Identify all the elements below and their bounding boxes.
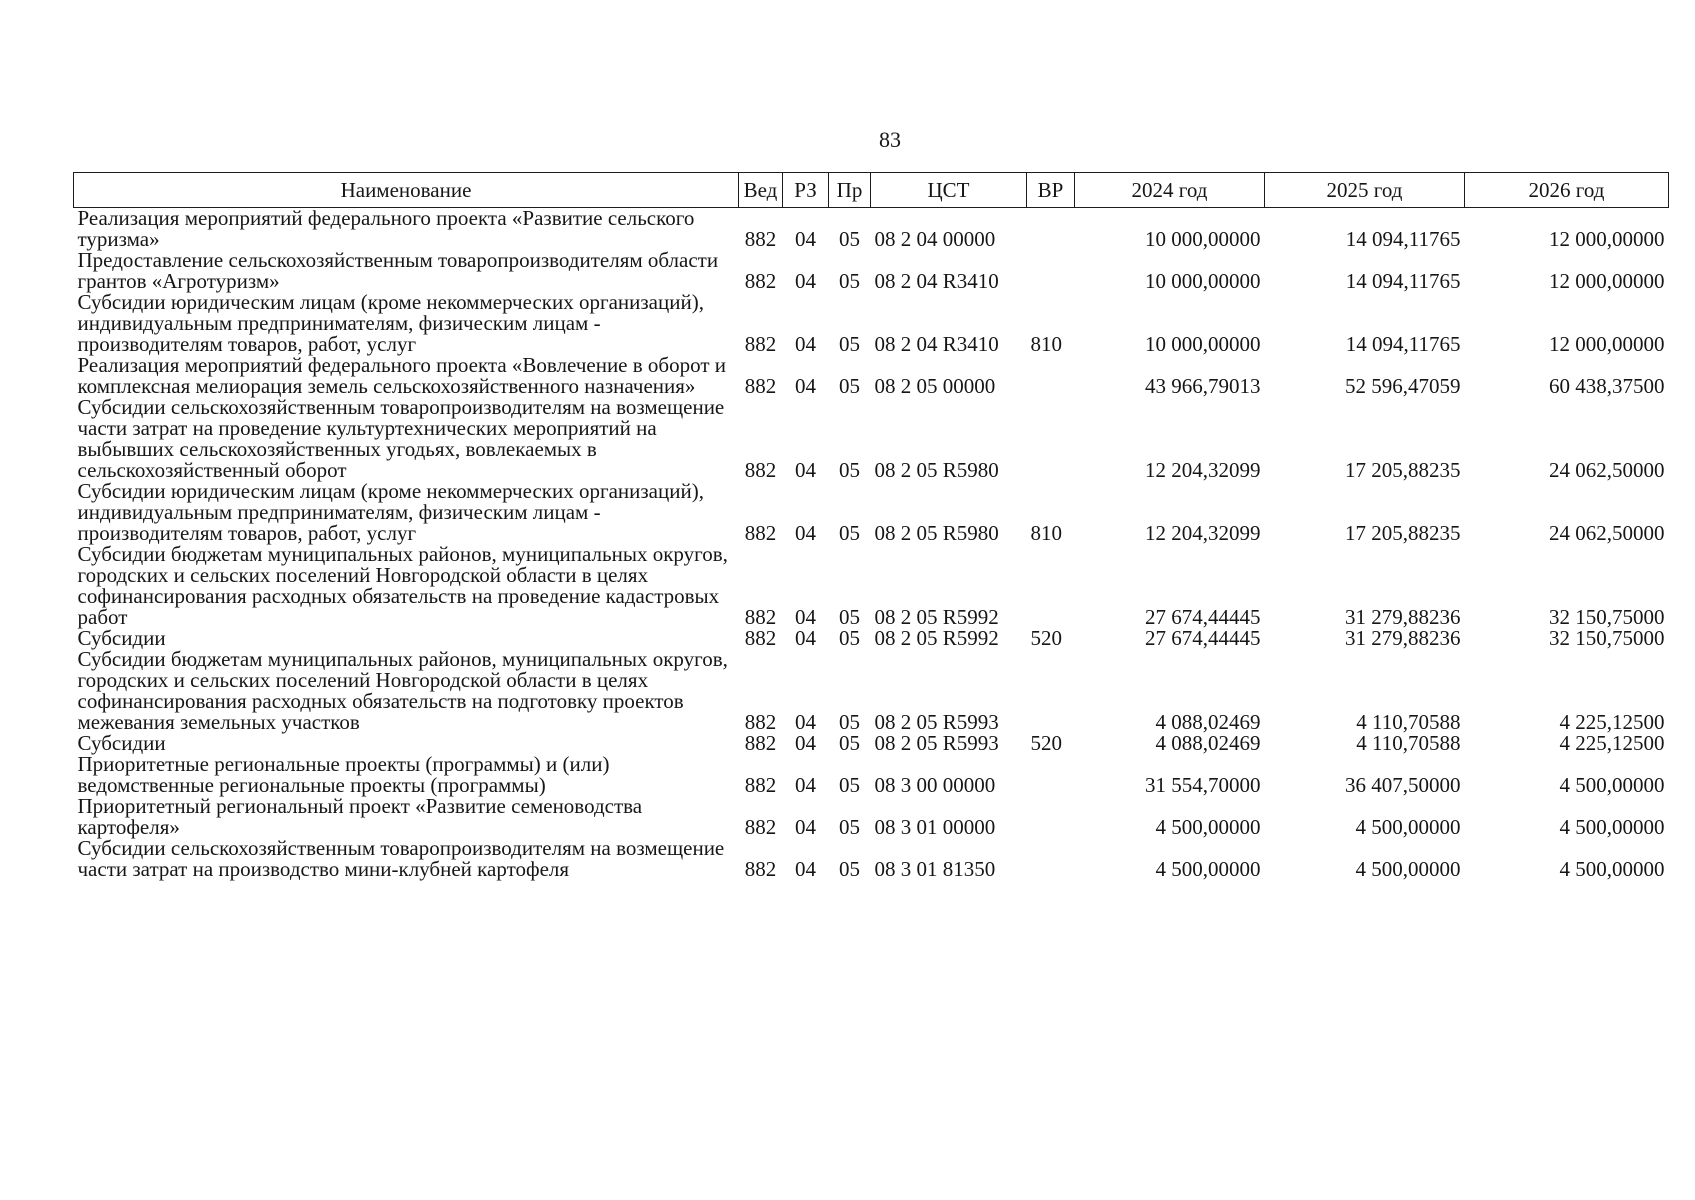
table-row: [74, 796, 1669, 838]
cell-pr: 05: [839, 710, 860, 734]
cell-cst: 08 2 05 R5993: [874, 731, 999, 755]
table-row: [74, 481, 1669, 544]
cell-vr: 520: [1030, 626, 1062, 650]
cell-name: Реализация мероприятий федерального проекта «Вовлечение в оборот и комплексная мелиорация земель сельскохозяйственного назначения»: [77, 353, 726, 398]
cell-2024: 31 554,70000: [1145, 773, 1261, 797]
cell-pr: 05: [839, 815, 860, 839]
cell-rz: 04: [795, 227, 816, 251]
cell-ved: 882: [744, 773, 777, 797]
cell-ved: 882: [744, 227, 777, 251]
cell-2024: 12 204,32099: [1145, 458, 1261, 482]
cell-rz: 04: [795, 458, 816, 482]
cell-pr: 05: [839, 605, 860, 629]
cell-name: Приоритетный региональный проект «Развитие семеноводства картофеля»: [77, 794, 643, 839]
cell-2026: 12 000,00000: [1549, 227, 1665, 251]
cell-2024: 27 674,44445: [1145, 605, 1261, 629]
cell-name: Субсидии сельскохозяйственным товаропроизводителям на возмещение части затрат на проведение культуртехнических мероприятий на выбывших сельскохозяйственных угодьях, вовлекаемых в сельскохозяйственный оборот: [77, 395, 725, 482]
cell-2025: 52 596,47059: [1345, 374, 1461, 398]
cell-ved: 882: [744, 458, 777, 482]
cell-2025: 31 279,88236: [1345, 605, 1461, 629]
cell-name: Предоставление сельскохозяйственным товаропроизводителям области грантов «Агротуризм»: [77, 248, 719, 293]
cell-name: Реализация мероприятий федерального проекта «Развитие сельского туризма»: [77, 206, 695, 251]
cell-cst: 08 2 04 00000: [874, 227, 996, 251]
budget-table: [73, 172, 1669, 880]
cell-name: Субсидии бюджетам муниципальных районов, муниципальных округов, городских и сельских поселений Новгородской области в целях софинансирования расходных обязательств на проведение кадастровых работ: [77, 542, 728, 629]
cell-ved: 882: [744, 269, 777, 293]
cell-vr: 810: [1030, 332, 1062, 356]
cell-2025: 4 110,70588: [1356, 731, 1461, 755]
header-vr: ВР: [1027, 173, 1075, 208]
table-row: [74, 250, 1669, 292]
cell-2025: 14 094,11765: [1345, 269, 1461, 293]
cell-vr: [1027, 250, 1075, 292]
cell-cst: 08 3 01 00000: [874, 815, 996, 839]
header-pr: Пр: [829, 173, 871, 208]
table-row: [74, 208, 1669, 251]
header-2024: 2024 год: [1075, 173, 1265, 208]
cell-rz: 04: [795, 521, 816, 545]
cell-2024: 4 500,00000: [1155, 857, 1261, 881]
cell-name: Субсидии бюджетам муниципальных районов, муниципальных округов, городских и сельских поселений Новгородской области в целях софинансирования расходных обязательств на подготовку проектов межевания земельных участков: [77, 647, 728, 734]
cell-rz: 04: [795, 269, 816, 293]
cell-name: Субсидии: [77, 626, 166, 650]
cell-ved: 882: [744, 857, 777, 881]
table-body: [74, 208, 1669, 881]
cell-ved: 882: [744, 815, 777, 839]
cell-2026: 32 150,75000: [1549, 626, 1665, 650]
table-row: [74, 733, 1669, 754]
cell-vr: [1027, 355, 1075, 397]
cell-ved: 882: [744, 332, 777, 356]
cell-2026: 24 062,50000: [1549, 521, 1665, 545]
cell-vr: [1027, 838, 1075, 880]
cell-pr: 05: [839, 626, 860, 650]
cell-2025: 4 500,00000: [1355, 815, 1461, 839]
cell-2024: 10 000,00000: [1145, 269, 1261, 293]
cell-pr: 05: [839, 374, 860, 398]
cell-2025: 17 205,88235: [1345, 458, 1461, 482]
header-ved: Вед: [739, 173, 783, 208]
cell-2024: 10 000,00000: [1145, 227, 1261, 251]
cell-cst: 08 2 05 R5992: [874, 626, 999, 650]
cell-2025: 31 279,88236: [1345, 626, 1461, 650]
cell-2026: 24 062,50000: [1549, 458, 1665, 482]
cell-rz: 04: [795, 605, 816, 629]
cell-2025: 36 407,50000: [1345, 773, 1461, 797]
cell-2026: 12 000,00000: [1549, 332, 1665, 356]
cell-name: Субсидии юридическим лицам (кроме некоммерческих организаций), индивидуальным предпринимателям, физическим лицам - производителям товаров, работ, услуг: [77, 479, 704, 545]
cell-2025: 4 110,70588: [1356, 710, 1461, 734]
cell-cst: 08 2 05 R5980: [874, 458, 999, 482]
page-number: 83: [879, 127, 901, 152]
cell-vr: [1027, 544, 1075, 628]
table-row: [74, 544, 1669, 628]
header-name: Наименование: [74, 173, 739, 208]
cell-2026: 32 150,75000: [1549, 605, 1665, 629]
cell-ved: 882: [744, 731, 777, 755]
cell-2026: 4 500,00000: [1559, 815, 1665, 839]
cell-cst: 08 2 05 R5980: [874, 521, 999, 545]
cell-2025: 14 094,11765: [1345, 227, 1461, 251]
cell-cst: 08 2 05 R5993: [874, 710, 999, 734]
cell-vr: 520: [1030, 731, 1062, 755]
cell-ved: 882: [744, 605, 777, 629]
cell-ved: 882: [744, 710, 777, 734]
cell-ved: 882: [744, 374, 777, 398]
cell-name: Субсидии: [77, 731, 166, 755]
cell-name: Субсидии сельскохозяйственным товаропроизводителям на возмещение части затрат на производство мини-клубней картофеля: [77, 836, 725, 881]
cell-rz: 04: [795, 332, 816, 356]
cell-cst: 08 3 01 81350: [874, 857, 996, 881]
cell-2024: 4 088,02469: [1155, 710, 1261, 734]
table-row: [74, 628, 1669, 649]
cell-vr: [1027, 208, 1075, 251]
table-row: [74, 355, 1669, 397]
cell-2026: 4 225,12500: [1559, 710, 1665, 734]
cell-2024: 4 088,02469: [1155, 731, 1261, 755]
table-header: [74, 173, 1669, 208]
cell-ved: 882: [744, 521, 777, 545]
cell-2024: 27 674,44445: [1145, 626, 1261, 650]
cell-pr: 05: [839, 227, 860, 251]
cell-cst: 08 2 04 R3410: [874, 332, 999, 356]
cell-ved: 882: [744, 626, 777, 650]
cell-cst: 08 2 05 00000: [874, 374, 996, 398]
cell-rz: 04: [795, 710, 816, 734]
header-2026: 2026 год: [1465, 173, 1669, 208]
table-row: [74, 292, 1669, 355]
cell-vr: [1027, 649, 1075, 733]
cell-rz: 04: [795, 731, 816, 755]
header-rz: РЗ: [783, 173, 829, 208]
cell-name: Субсидии юридическим лицам (кроме некоммерческих организаций), индивидуальным предпринимателям, физическим лицам - производителям товаров, работ, услуг: [77, 290, 704, 356]
cell-2025: 17 205,88235: [1345, 521, 1461, 545]
cell-vr: [1027, 397, 1075, 481]
cell-cst: 08 2 05 R5992: [874, 605, 999, 629]
cell-cst: 08 2 04 R3410: [874, 269, 999, 293]
cell-pr: 05: [839, 857, 860, 881]
cell-2024: 43 966,79013: [1145, 374, 1261, 398]
cell-vr: [1027, 796, 1075, 838]
cell-2024: 10 000,00000: [1145, 332, 1261, 356]
cell-2024: 4 500,00000: [1155, 815, 1261, 839]
cell-pr: 05: [839, 458, 860, 482]
table-row: [74, 754, 1669, 796]
cell-2025: 14 094,11765: [1345, 332, 1461, 356]
cell-name: Приоритетные региональные проекты (программы) и (или) ведомственные региональные проекты (программы): [77, 752, 610, 797]
table-row: [74, 397, 1669, 481]
cell-rz: 04: [795, 773, 816, 797]
cell-2026: 4 225,12500: [1559, 731, 1665, 755]
cell-2026: 60 438,37500: [1549, 374, 1665, 398]
cell-2026: 4 500,00000: [1559, 773, 1665, 797]
header-cst: ЦСТ: [871, 173, 1027, 208]
cell-2025: 4 500,00000: [1355, 857, 1461, 881]
cell-vr: 810: [1030, 521, 1062, 545]
cell-2026: 4 500,00000: [1559, 857, 1665, 881]
cell-pr: 05: [839, 731, 860, 755]
table-row: [74, 649, 1669, 733]
cell-2026: 12 000,00000: [1549, 269, 1665, 293]
cell-pr: 05: [839, 332, 860, 356]
header-2025: 2025 год: [1265, 173, 1465, 208]
cell-pr: 05: [839, 773, 860, 797]
table-row: [74, 838, 1669, 880]
cell-rz: 04: [795, 374, 816, 398]
cell-cst: 08 3 00 00000: [874, 773, 996, 797]
cell-vr: [1027, 754, 1075, 796]
cell-rz: 04: [795, 815, 816, 839]
cell-pr: 05: [839, 521, 860, 545]
cell-pr: 05: [839, 269, 860, 293]
cell-rz: 04: [795, 626, 816, 650]
cell-2024: 12 204,32099: [1145, 521, 1261, 545]
cell-rz: 04: [795, 857, 816, 881]
